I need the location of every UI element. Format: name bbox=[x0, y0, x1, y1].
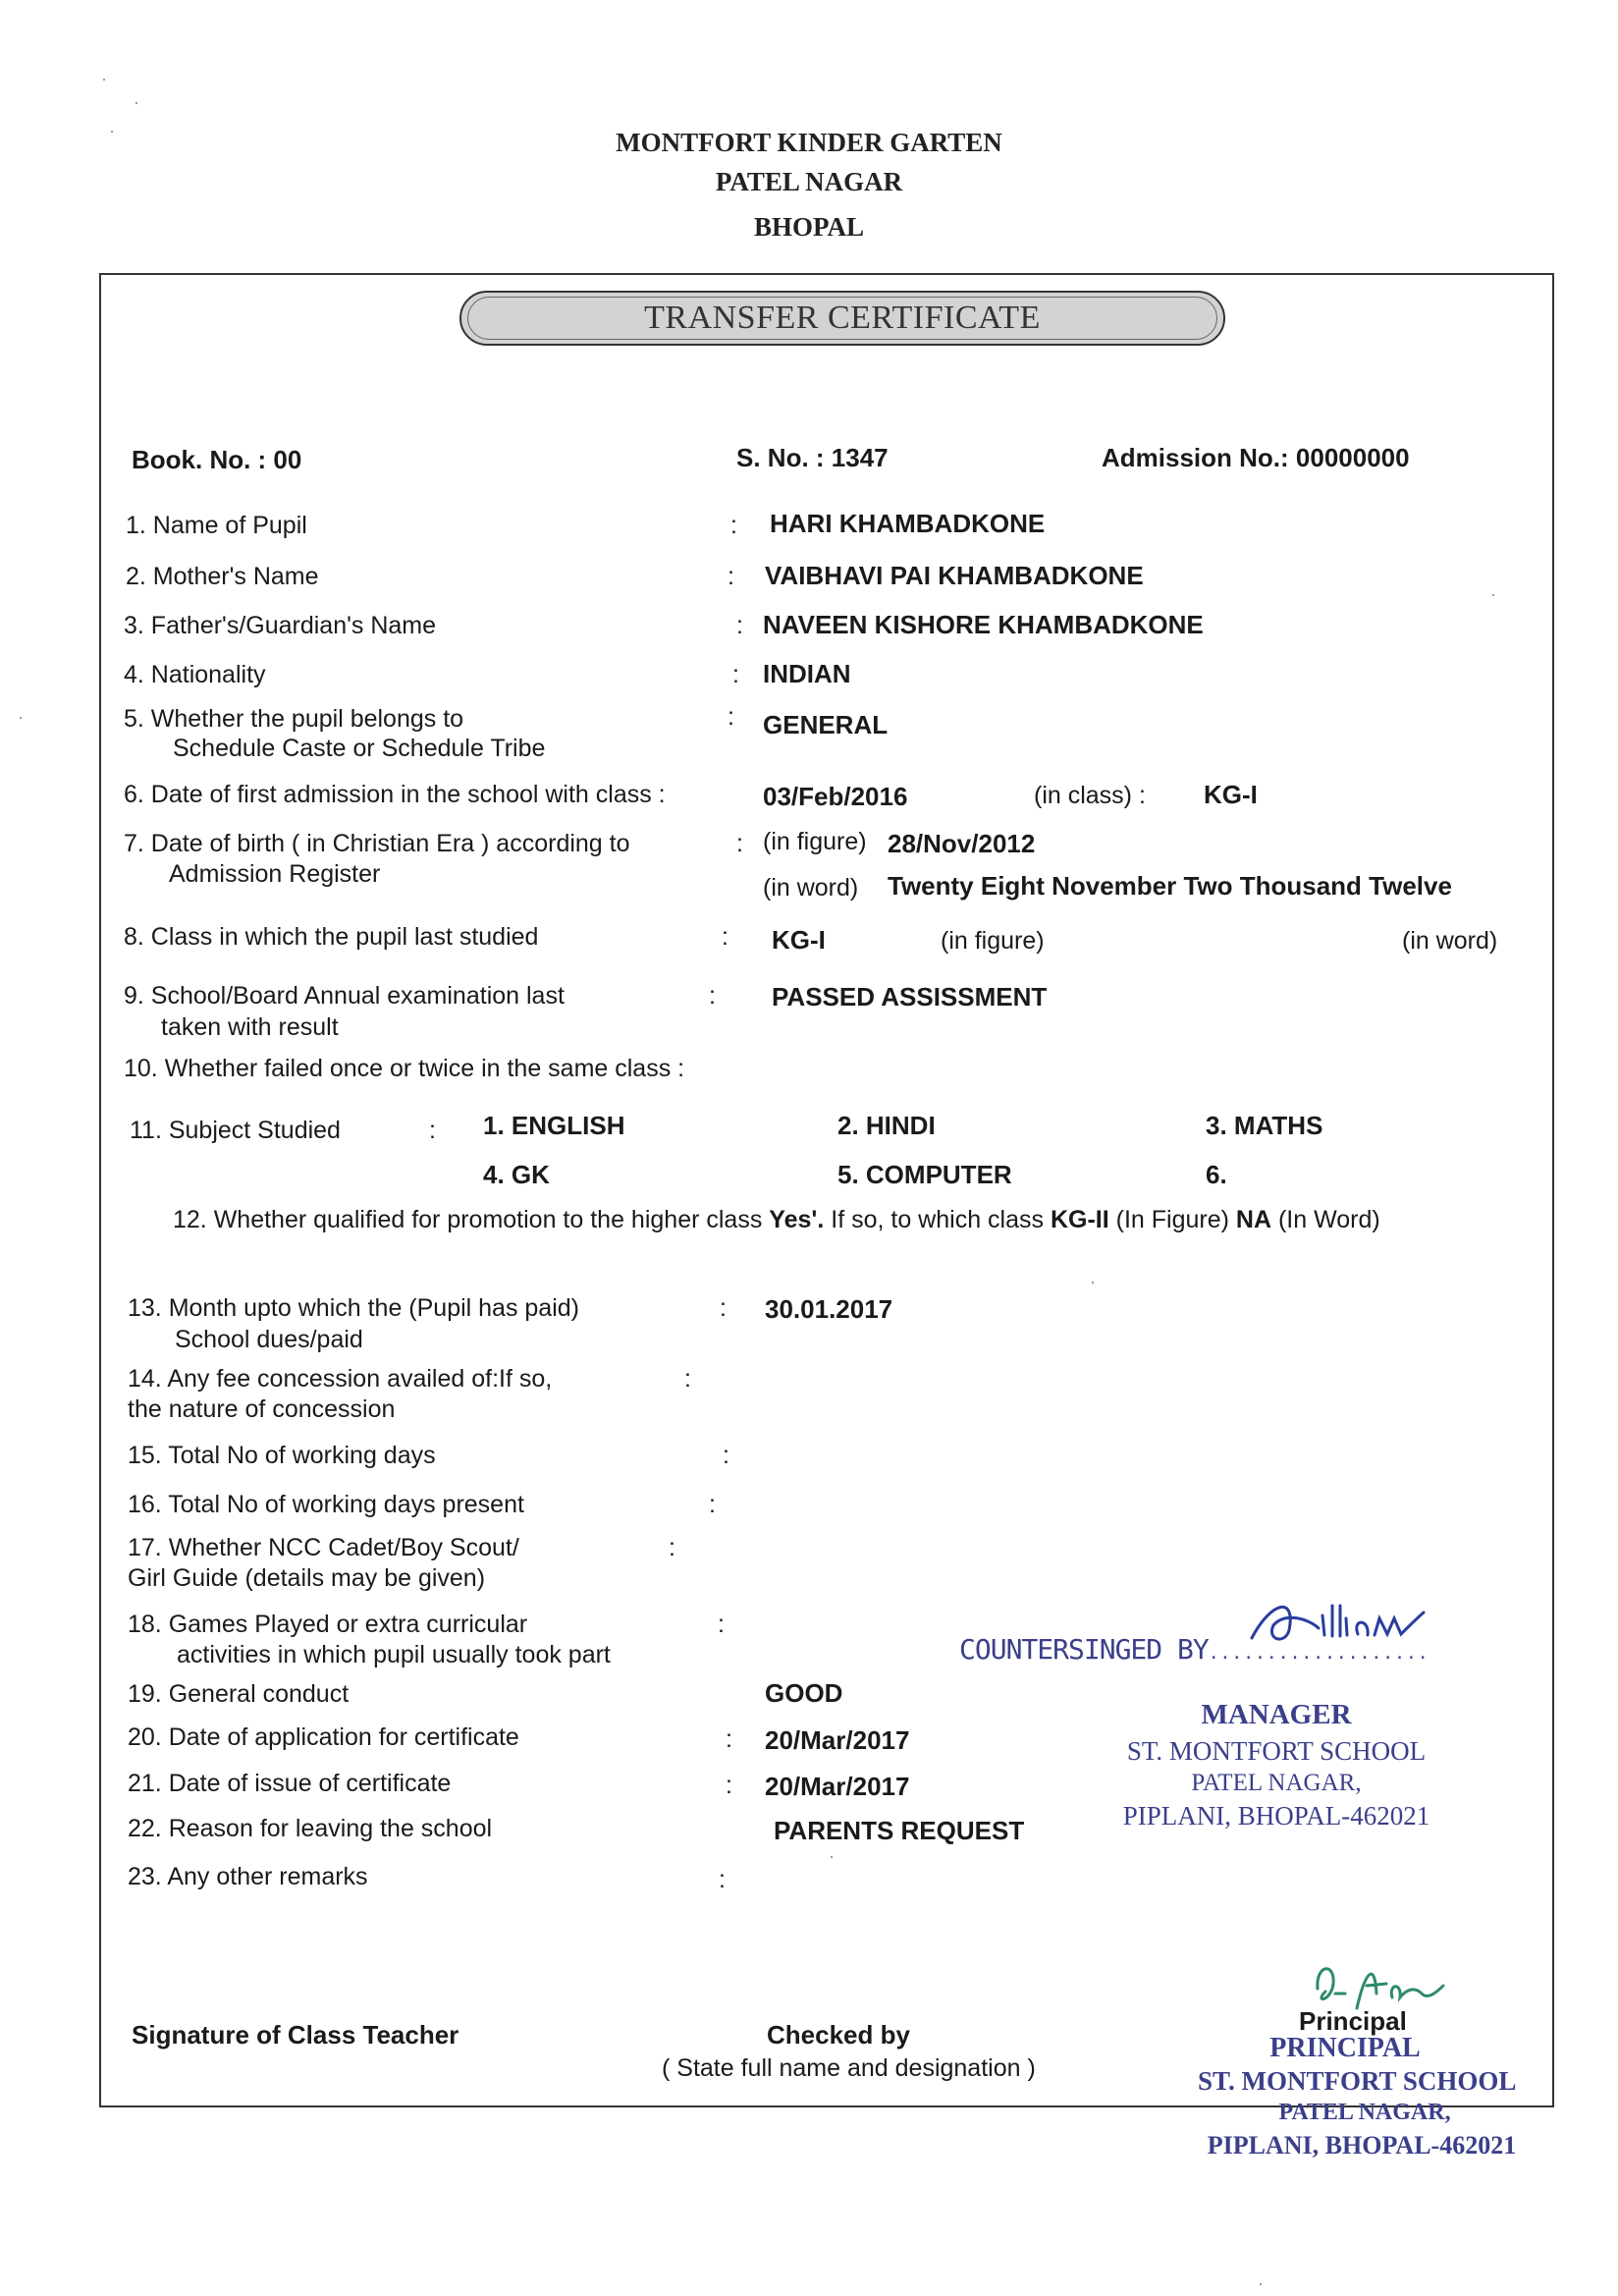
subject-6: 6. bbox=[1206, 1160, 1227, 1189]
field-8-label: 8. Class in which the pupil last studied bbox=[124, 923, 539, 951]
field-7-label: 7. Date of birth ( in Christian Era ) according to bbox=[124, 830, 630, 857]
field-11-label: 11. Subject Studied bbox=[130, 1117, 341, 1144]
field-4-label: 4. Nationality bbox=[124, 661, 266, 688]
field-12-text-b: If so, to which class bbox=[831, 1206, 1044, 1233]
field-18-label: 18. Games Played or extra curricular bbox=[128, 1611, 528, 1638]
field-14-label-line2: the nature of concession bbox=[128, 1395, 396, 1423]
manager-stamp-locality: PATEL NAGAR, bbox=[1191, 1770, 1362, 1796]
field-18-label-line2: activities in which pupil usually took part bbox=[177, 1641, 611, 1668]
manager-signature bbox=[1242, 1591, 1438, 1660]
checked-by-note: ( State full name and designation ) bbox=[662, 2054, 1036, 2082]
field-13-label: 13. Month upto which the (Pupil has paid) bbox=[128, 1294, 579, 1322]
field-9-label-line2: taken with result bbox=[161, 1013, 339, 1041]
leaving-reason-value: PARENTS REQUEST bbox=[774, 1816, 1025, 1845]
school-locality: PATEL NAGAR bbox=[715, 167, 903, 196]
field-2-colon: : bbox=[728, 563, 734, 590]
scan-speck bbox=[103, 79, 105, 81]
field-20-label: 20. Date of application for certificate bbox=[128, 1723, 519, 1751]
countersigned-by-text: COUNTERSINGED BY................... bbox=[959, 1633, 1429, 1666]
promotion-in-word-label: (In Word) bbox=[1277, 1206, 1380, 1233]
pupil-name-value: HARI KHAMBADKONE bbox=[770, 509, 1046, 538]
subject-3: 3. MATHS bbox=[1206, 1111, 1323, 1140]
scan-speck bbox=[831, 1856, 833, 1858]
principal-stamp-address: PIPLANI, BHOPAL-462021 bbox=[1207, 2131, 1517, 2159]
field-3-colon: : bbox=[736, 612, 743, 639]
field-23-label: 23. Any other remarks bbox=[128, 1863, 368, 1890]
field-14-colon: : bbox=[684, 1365, 691, 1393]
admission-date-value: 03/Feb/2016 bbox=[763, 782, 908, 811]
field-17-label-line2: Girl Guide (details may be given) bbox=[128, 1564, 486, 1592]
subject-2: 2. HINDI bbox=[837, 1111, 936, 1140]
manager-stamp-address: PIPLANI, BHOPAL-462021 bbox=[1122, 1801, 1430, 1831]
scan-speck bbox=[1092, 1282, 1094, 1284]
field-16-label: 16. Total No of working days present bbox=[128, 1491, 524, 1518]
field-10-label: 10. Whether failed once or twice in the same class : bbox=[124, 1055, 685, 1082]
field-13-colon: : bbox=[720, 1294, 727, 1322]
book-number: Book. No. : 00 bbox=[132, 445, 302, 474]
field-14-label: 14. Any fee concession availed of:If so, bbox=[128, 1365, 553, 1393]
principal-label: Principal bbox=[1299, 2006, 1407, 2036]
promotion-in-word-value: NA bbox=[1235, 1206, 1271, 1233]
manager-stamp-title: MANAGER bbox=[1201, 1699, 1352, 1730]
scan-speck bbox=[111, 131, 113, 133]
last-class-figure-label: (in figure) bbox=[941, 927, 1045, 955]
field-13-label-line2: School dues/paid bbox=[175, 1326, 363, 1353]
field-16-colon: : bbox=[709, 1491, 716, 1518]
field-12-sentence bbox=[173, 1206, 1380, 1234]
dob-word-value: Twenty Eight November Two Thousand Twelve bbox=[888, 871, 1452, 901]
principal-stamp-school: ST. MONTFORT SCHOOL bbox=[1198, 2066, 1517, 2096]
application-date-value: 20/Mar/2017 bbox=[765, 1725, 910, 1755]
dob-word-label: (in word) bbox=[763, 874, 859, 902]
scan-speck bbox=[135, 102, 137, 104]
field-5-label-line2: Schedule Caste or Schedule Tribe bbox=[173, 735, 546, 762]
field-15-colon: : bbox=[723, 1442, 729, 1469]
field-6-label: 6. Date of first admission in the school with class : bbox=[124, 781, 666, 808]
field-21-colon: : bbox=[726, 1772, 732, 1799]
conduct-value: GOOD bbox=[765, 1678, 843, 1708]
field-19-label: 19. General conduct bbox=[128, 1680, 350, 1708]
promotion-class-value: KG-II bbox=[1050, 1206, 1109, 1233]
serial-number: S. No. : 1347 bbox=[736, 443, 889, 472]
exam-result-value: PASSED ASSISSMENT bbox=[772, 982, 1048, 1011]
school-name: MONTFORT KINDER GARTEN bbox=[616, 128, 1002, 157]
scan-speck bbox=[20, 717, 22, 719]
field-3-label: 3. Father's/Guardian's Name bbox=[124, 612, 437, 639]
field-12-text-a: 12. Whether qualified for promotion to the higher class bbox=[173, 1206, 763, 1233]
subject-1: 1. ENGLISH bbox=[483, 1111, 625, 1140]
last-class-word-label: (in word) bbox=[1402, 927, 1498, 955]
subject-5: 5. COMPUTER bbox=[837, 1160, 1012, 1189]
school-city: BHOPAL bbox=[753, 212, 864, 242]
field-2-label: 2. Mother's Name bbox=[126, 563, 319, 590]
promotion-yes-value: Yes'. bbox=[769, 1206, 825, 1233]
issue-date-value: 20/Mar/2017 bbox=[765, 1772, 910, 1801]
subject-4: 4. GK bbox=[483, 1160, 550, 1189]
principal-stamp-title: PRINCIPAL bbox=[1269, 2033, 1421, 2063]
field-7-label-line2: Admission Register bbox=[169, 860, 381, 888]
certificate-title: TRANSFER CERTIFICATE bbox=[644, 300, 1041, 336]
class-teacher-signature-label: Signature of Class Teacher bbox=[132, 2020, 459, 2050]
field-5-colon: : bbox=[728, 703, 734, 731]
field-21-label: 21. Date of issue of certificate bbox=[128, 1770, 452, 1797]
field-9-label: 9. School/Board Annual examination last bbox=[124, 982, 565, 1010]
field-8-colon: : bbox=[722, 923, 728, 951]
field-9-colon: : bbox=[709, 982, 716, 1010]
dob-figure-label: (in figure) bbox=[763, 828, 867, 855]
field-18-colon: : bbox=[718, 1611, 725, 1638]
principal-stamp-locality: PATEL NAGAR, bbox=[1278, 2100, 1451, 2125]
field-1-label: 1. Name of Pupil bbox=[126, 512, 307, 539]
field-22-label: 22. Reason for leaving the school bbox=[128, 1815, 493, 1842]
scan-speck bbox=[1260, 2283, 1262, 2285]
field-11-colon: : bbox=[429, 1117, 436, 1144]
father-name-value: NAVEEN KISHORE KHAMBADKONE bbox=[763, 610, 1204, 639]
field-4-colon: : bbox=[732, 661, 739, 688]
field-17-label: 17. Whether NCC Cadet/Boy Scout/ bbox=[128, 1534, 519, 1561]
admission-class-label: (in class) : bbox=[1034, 782, 1146, 809]
field-5-label: 5. Whether the pupil belongs to bbox=[124, 705, 464, 733]
admission-class-value: KG-I bbox=[1204, 780, 1258, 809]
field-23-colon: : bbox=[719, 1866, 726, 1893]
field-1-colon: : bbox=[730, 512, 737, 539]
title-banner-inner-border bbox=[467, 297, 1217, 340]
checked-by-label: Checked by bbox=[767, 2020, 910, 2050]
nationality-value: INDIAN bbox=[763, 659, 851, 688]
field-7-colon: : bbox=[736, 830, 743, 857]
field-17-colon: : bbox=[669, 1534, 675, 1561]
last-class-value: KG-I bbox=[772, 925, 826, 955]
field-20-colon: : bbox=[726, 1725, 732, 1753]
countersigned-by-label: COUNTERSINGED BY bbox=[959, 1633, 1209, 1666]
dues-paid-value: 30.01.2017 bbox=[765, 1294, 893, 1324]
admission-number: Admission No.: 00000000 bbox=[1102, 443, 1410, 472]
scan-speck bbox=[1492, 594, 1494, 596]
category-value: GENERAL bbox=[763, 710, 889, 739]
dob-figure-value: 28/Nov/2012 bbox=[888, 829, 1036, 858]
promotion-in-figure-label: (In Figure) bbox=[1115, 1206, 1229, 1233]
manager-stamp-school: ST. MONTFORT SCHOOL bbox=[1126, 1736, 1427, 1766]
field-15-label: 15. Total No of working days bbox=[128, 1442, 436, 1469]
mother-name-value: VAIBHAVI PAI KHAMBADKONE bbox=[765, 561, 1144, 590]
